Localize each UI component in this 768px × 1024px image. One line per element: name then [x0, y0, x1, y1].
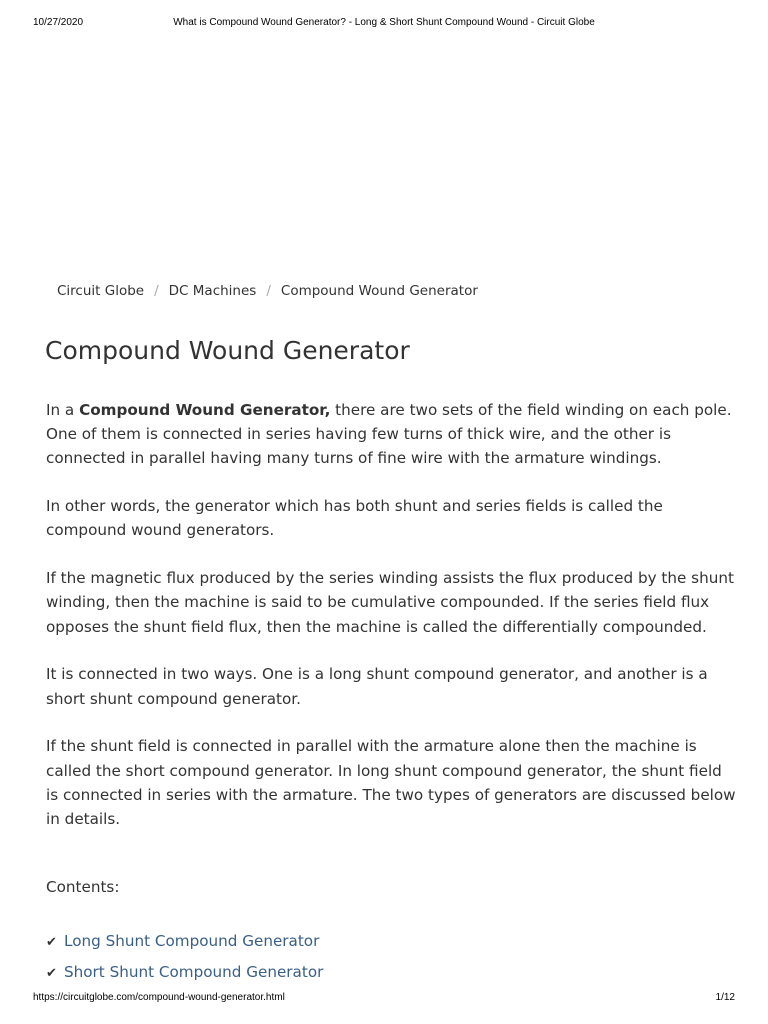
breadcrumb-item-circuit-globe[interactable]: Circuit Globe: [57, 283, 145, 299]
page-title: Compound Wound Generator: [45, 336, 410, 365]
toc-item: [46, 929, 323, 960]
breadcrumb: [57, 283, 478, 299]
paragraph-two-ways: It is connected in two ways. One is a long shunt compound generator, and another is a short shunt compound generator.: [46, 665, 708, 708]
paragraph-details: If the shunt field is connected in parallel with the armature alone then the machine is called the short compound generator. In long shunt compound generator, the shunt field is connected in series with the armature. The two types of generators are discussed below in details.: [46, 737, 736, 829]
paragraph-intro-bold: Compound Wound Generator,: [79, 401, 331, 419]
print-date: 10/27/2020: [33, 17, 84, 28]
breadcrumb-item-dc-machines[interactable]: DC Machines: [168, 283, 257, 299]
article-body: [46, 398, 736, 855]
print-footer: [0, 992, 768, 1006]
paragraph-intro-rest: there are two sets of the field winding on each pole. One of them is connected in series having few turns of thick wire, and the other is connected in parallel having many turns of fine wire with the armature windings.: [46, 401, 732, 468]
toc-link-long-shunt[interactable]: Long Shunt Compound Generator: [64, 932, 320, 950]
breadcrumb-separator: /: [154, 283, 159, 299]
breadcrumb-separator: /: [266, 283, 271, 299]
print-page-number: 1/12: [715, 992, 735, 1003]
checkmark-icon: ✔: [46, 966, 57, 981]
paragraph-cumulative: If the magnetic flux produced by the series winding assists the flux produced by the shunt winding, then the machine is said to be cumulative compounded. If the series field flux opposes the shunt field flux, then the machine is called the differentially compounded.: [46, 569, 734, 636]
print-header: [0, 17, 768, 31]
paragraph-intro-prefix: In a: [46, 401, 80, 419]
breadcrumb-item-current: Compound Wound Generator: [280, 283, 478, 299]
contents-label: Contents:: [46, 878, 120, 896]
toc-link-short-shunt[interactable]: Short Shunt Compound Generator: [64, 963, 324, 981]
paragraph-intro: [46, 398, 736, 471]
checkmark-icon: ✔: [46, 935, 57, 950]
print-url: https://circuitglobe.com/compound-wound-generator.html: [33, 992, 285, 1003]
toc-item: [46, 960, 323, 991]
paragraph-definition: In other words, the generator which has both shunt and series fields is called the compound wound generators.: [46, 497, 663, 540]
print-page-title: What is Compound Wound Generator? - Long & Short Shunt Compound Wound - Circuit Globe: [173, 17, 595, 28]
table-of-contents: [46, 929, 323, 991]
